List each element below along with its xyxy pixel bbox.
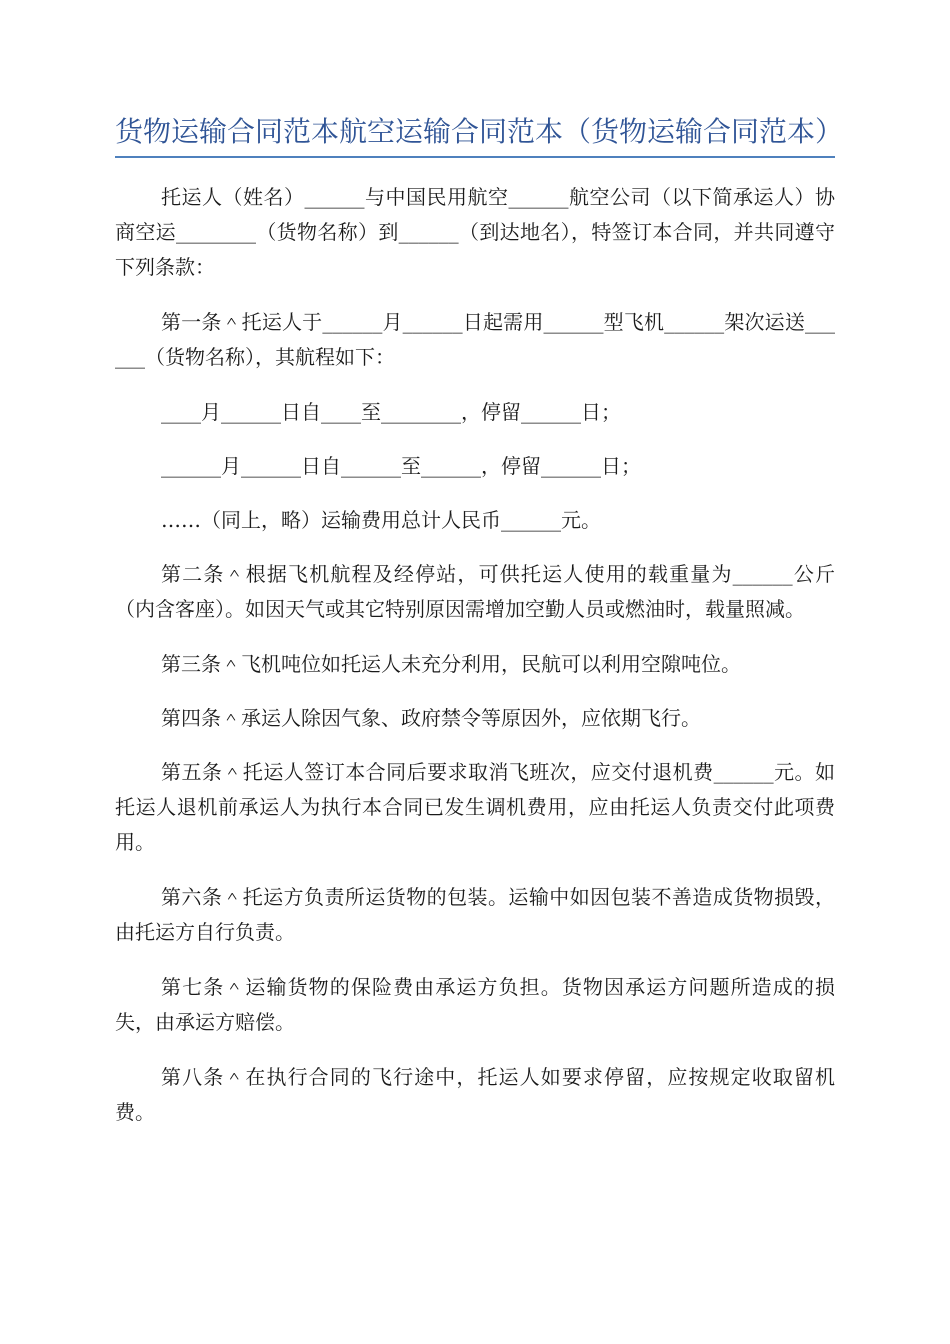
paragraph-route-etc: ……（同上，略）运输费用总计人民币______元。 [161,508,601,532]
document-title: 货物运输合同范本航空运输合同范本（货物运输合同范本） [115,112,835,158]
paragraph-article-7: 第七条＾运输货物的保险费由承运方负担。货物因承运方问题所造成的损失，由承运方赔偿。 [115,975,835,1034]
paragraph-route-2: ______月______日自______至______，停留______日； [161,454,641,478]
paragraph-article-6: 第六条＾托运方负责所运货物的包装。运输中如因包装不善造成货物损毁，由托运方自行负责。 [115,885,835,944]
paragraph-article-1: 第一条＾托运人于______月______日起需用______型飞机______架次运送______（货物名称），其航程如下： [115,310,835,369]
paragraph-article-2: 第二条＾根据飞机航程及经停站，可供托运人使用的载重量为______公斤（内含客座）。如因天气或其它特别原因需增加空勤人员或燃油时，载量照减。 [115,562,835,621]
paragraph-route-1: ____月______日自____至________，停留______日； [161,400,621,424]
document-body [115,180,835,1130]
paragraph-article-5: 第五条＾托运人签订本合同后要求取消飞班次，应交付退机费______元。如托运人退机前承运人为执行本合同已发生调机费用，应由托运人负责交付此项费用。 [115,760,835,854]
paragraph-article-3: 第三条＾飞机吨位如托运人未充分利用，民航可以利用空隙吨位。 [161,652,741,676]
paragraph-article-8: 第八条＾在执行合同的飞行途中，托运人如要求停留，应按规定收取留机费。 [115,1065,835,1124]
paragraph-intro: 托运人（姓名）______与中国民用航空______航空公司（以下简承运人）协商空运________（货物名称）到______（到达地名），特签订本合同，并共同遵守下列条款： [115,185,835,279]
paragraph-article-4: 第四条＾承运人除因气象、政府禁令等原因外，应依期飞行。 [161,706,701,730]
document-page [115,112,844,1150]
